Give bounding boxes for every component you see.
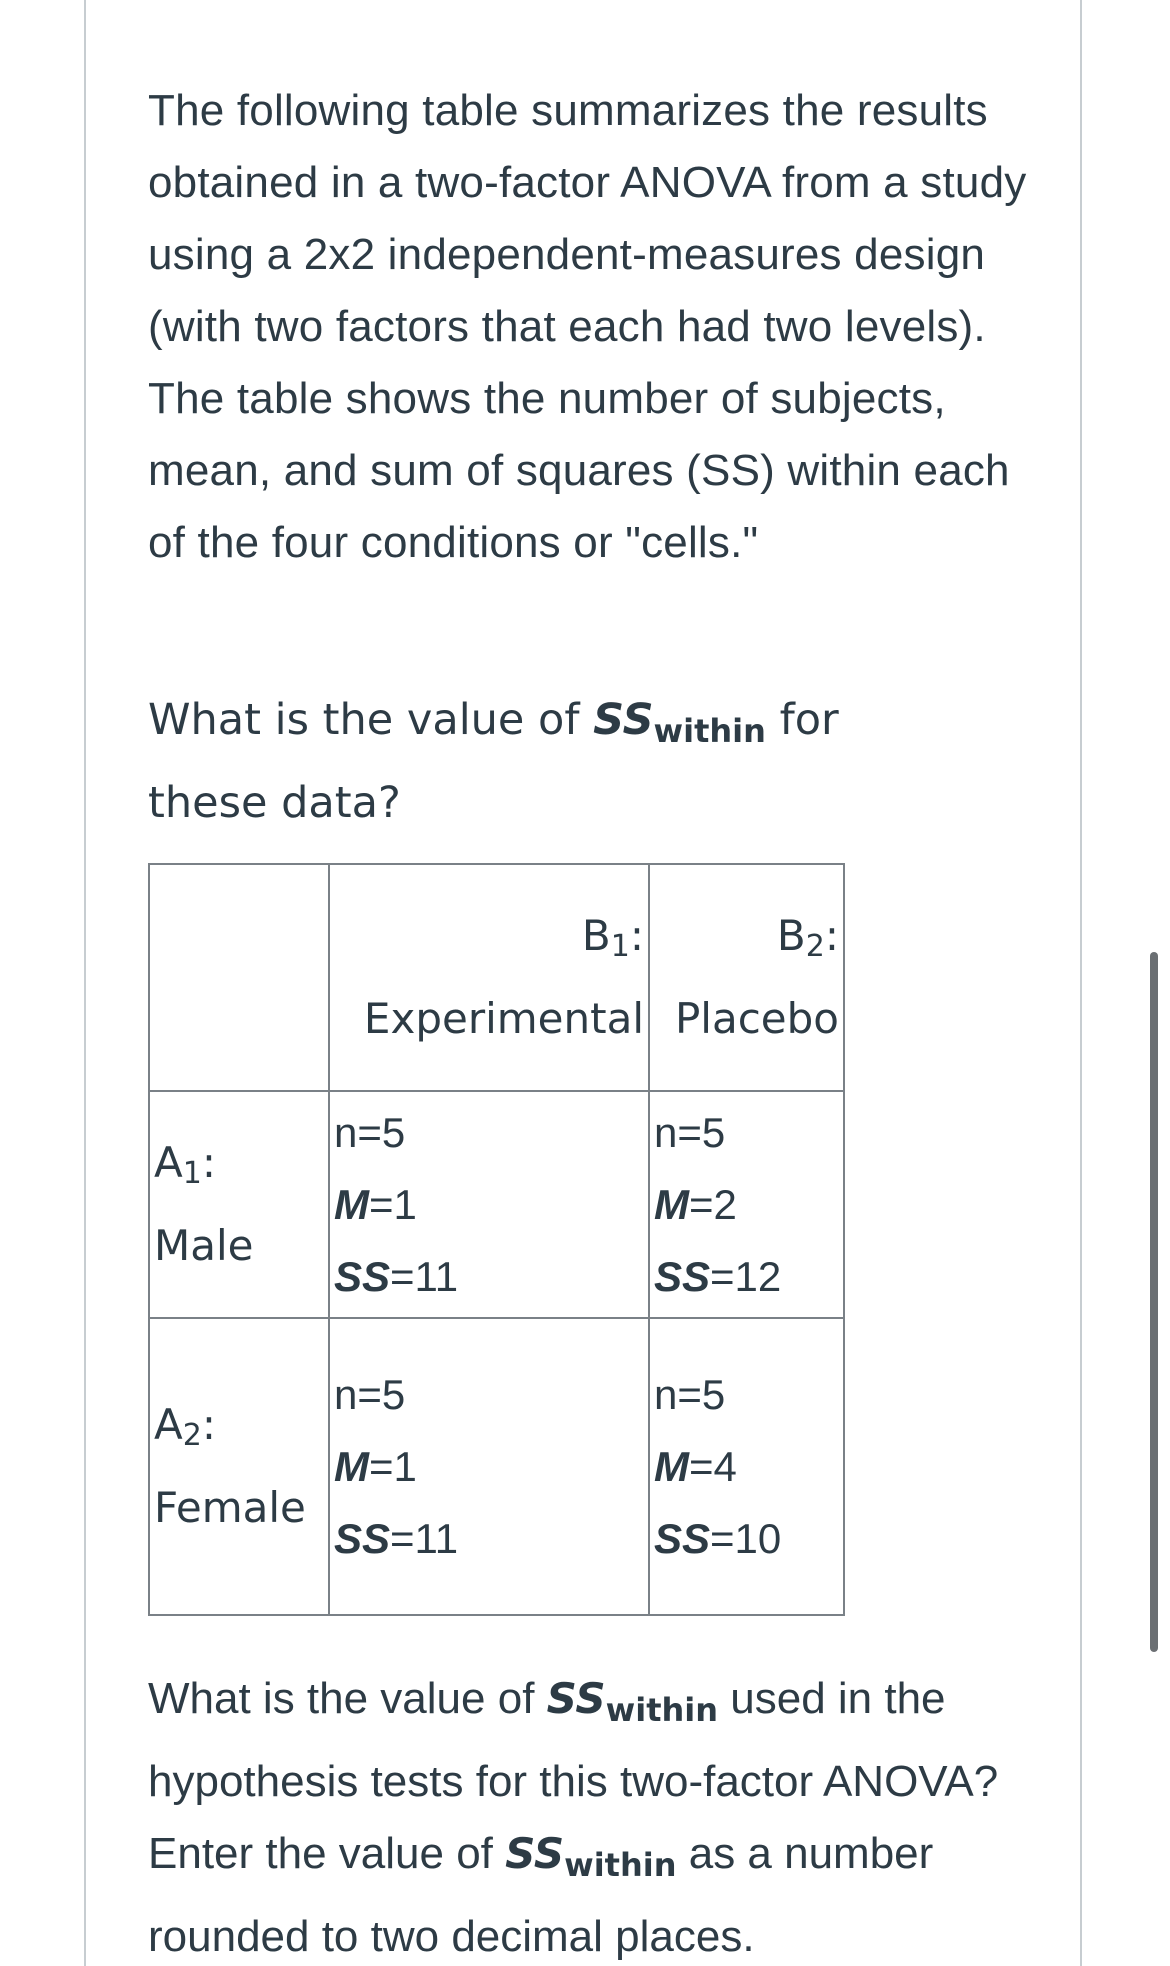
cell-a2-b1: [329, 1318, 649, 1615]
row-head-a1-code: A1:: [154, 1138, 216, 1191]
row-head-a2-code: A2:: [154, 1400, 216, 1453]
answer-instructions: [148, 1663, 1048, 1966]
anova-table: [148, 863, 845, 1616]
cell-mean: M=2: [654, 1180, 737, 1228]
scrollbar-thumb[interactable]: [1150, 952, 1158, 1652]
cell-mean: M=4: [654, 1442, 737, 1490]
ss-symbol: SS: [505, 1829, 565, 1878]
table-row: [149, 1318, 844, 1615]
question-text-before: What is the value of: [148, 695, 594, 745]
col-head-b1: [329, 864, 649, 1091]
row-head-a1-name: Male: [154, 1221, 254, 1270]
cell-a2-b2: [649, 1318, 844, 1615]
cell-n: n=5: [334, 1108, 406, 1156]
cell-n: n=5: [334, 1370, 406, 1418]
corner-cell: [149, 864, 329, 1091]
col-head-b1-code: B1:: [581, 911, 644, 964]
row-head-a2-name: Female: [154, 1483, 306, 1532]
col-head-b2-name: Placebo: [674, 994, 839, 1043]
ss-subscript: within: [564, 1846, 677, 1884]
cell-mean: M=1: [334, 1180, 417, 1228]
col-head-b2: [649, 864, 844, 1091]
footer-text-2: used in the hypothesis tests for this two-factor ANOVA? Enter the value of: [148, 1674, 999, 1878]
row-head-a2: [149, 1318, 329, 1615]
ss-symbol: SS: [593, 695, 654, 745]
cell-a1-b2: [649, 1091, 844, 1318]
ss-subscript: within: [605, 1691, 719, 1729]
question-heading: [148, 684, 968, 839]
cell-ss: SS=11: [334, 1252, 459, 1300]
cell-ss: SS=12: [654, 1252, 782, 1300]
intro-paragraph: The following table summarizes the results obtained in a two-factor ANOVA from a study using a 2x2 independent-measures design (with two factors that each had two levels). The table shows the number of subjects, mean, and sum of squares (SS) within each of the four conditions or "cells.": [148, 86, 1027, 567]
footer-text-1: What is the value of: [148, 1674, 547, 1723]
cell-mean: M=1: [334, 1442, 417, 1490]
cell-a1-b1: [329, 1091, 649, 1318]
row-head-a1: [149, 1091, 329, 1318]
ss-subscript: within: [653, 712, 766, 750]
cell-n: n=5: [654, 1370, 726, 1418]
cell-n: n=5: [654, 1108, 726, 1156]
col-head-b2-code: B2:: [776, 911, 839, 964]
cell-ss: SS=11: [334, 1514, 459, 1562]
ss-symbol: SS: [546, 1674, 606, 1723]
cell-ss: SS=10: [654, 1514, 782, 1562]
footer-text-3: as a number rounded to two decimal places.: [148, 1829, 934, 1961]
table-row: [149, 1091, 844, 1318]
col-head-b1-name: Experimental: [363, 994, 644, 1043]
question-text-after: for these data?: [148, 695, 839, 828]
table-header-row: [149, 864, 844, 1091]
